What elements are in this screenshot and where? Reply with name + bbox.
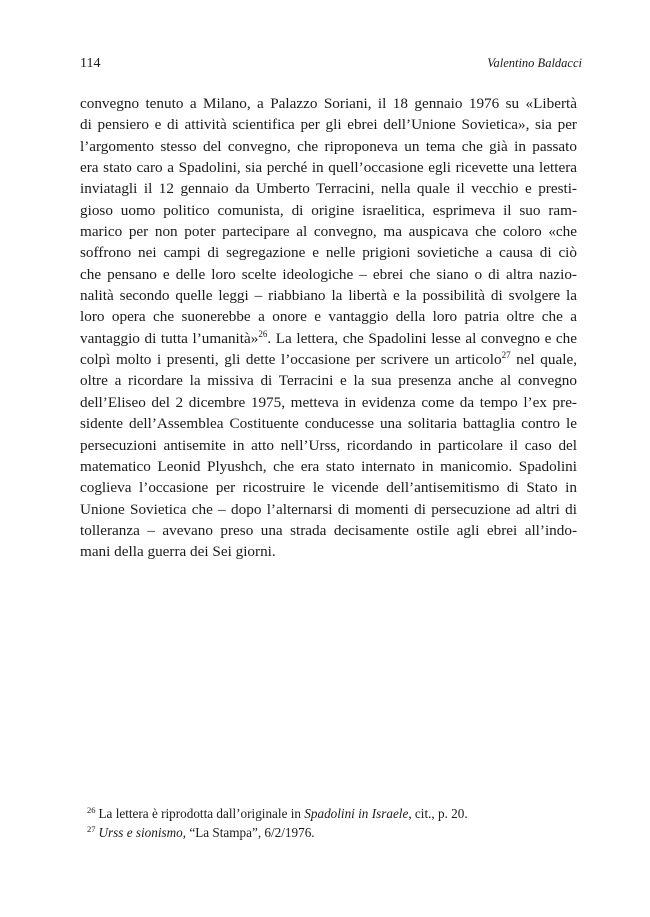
body-line: marico per non poter partecipare al convegno, ma auspicava che coloro «che [80, 223, 577, 241]
footnote-title: Urss e sionismo [98, 824, 183, 840]
body-line: inviatagli il 12 gennaio da Umberto Terracini, nella quale il vecchio e presti- [80, 180, 577, 198]
body-line: che pensano e delle loro scelte ideologiche – ebrei che siano o di altra nazio- [80, 265, 577, 283]
body-line: dell’Eliseo del 2 dicembre 1975, metteva in evidenza come da tempo l’ex pre- [80, 393, 577, 411]
footnote-ref-27[interactable]: 27 [501, 350, 511, 361]
body-text [80, 93, 577, 563]
footnote-text: , “La Stampa”, 6/2/1976. [182, 824, 315, 840]
body-line: gioso uomo politico comunista, di origine israelitica, esprimeva il suo ram- [80, 201, 577, 219]
body-line: era stato caro a Spadolini, sia perché in quell’occasione egli ricevette una lettera [80, 159, 577, 177]
footnote-number: 27 [87, 823, 96, 834]
body-line: convegno tenuto a Milano, a Palazzo Soriani, il 18 gennaio 1976 su «Libertà [80, 95, 577, 112]
body-line: oltre a ricordare la missiva di Terracini e la sua presenza anche al convegno [80, 372, 577, 390]
footnotes [80, 805, 580, 842]
body-line: l’argomento stesso del convegno, che riproponeva un tema che già in passato [80, 137, 577, 155]
page-number: 114 [80, 56, 101, 71]
body-line: di pensiero e di attività scientifica per gli ebrei dell’Unione Sovietica», sia per [80, 116, 577, 134]
footnote-26 [80, 805, 580, 824]
body-line: tolleranza – avevano preso una strada decisamente ostile agli ebrei all’indo- [80, 521, 577, 539]
footnote-title: Spadolini in Israele [304, 806, 409, 821]
body-text-segment: colpì molto i presenti, gli dette l’occasione per scrivere un articolo [80, 351, 502, 369]
footnote-27 [80, 824, 580, 843]
footnote-number: 26 [87, 805, 96, 815]
body-text-segment: vantaggio di tutta l’umanità» [80, 329, 259, 347]
body-line: matematico Leonid Plyushch, che era stato internato in manicomio. Spadolini [80, 457, 577, 475]
body-line: coglieva l’occasione per ricostruire le vicende dell’antisemitismo di Stato in [80, 479, 577, 497]
footnote-text: , cit., p. 20. [408, 806, 468, 821]
body-line: soffrono nei campi di segregazione e nelle prigioni sovietiche a causa di ciò [80, 244, 577, 262]
body-line: loro opera che suonerebbe a onore e vantaggio della loro patria oltre che a [80, 308, 577, 326]
footnote-ref-26[interactable]: 26 [258, 328, 268, 339]
body-text-segment: . La lettera, che Spadolini lesse al convegno e che [267, 329, 577, 347]
running-head: Valentino Baldacci [487, 56, 582, 70]
body-line: Unione Sovietica che – dopo l’alternarsi di momenti di persecuzione ad altri di [80, 500, 577, 518]
footnote-text: La lettera è riprodotta dall’originale in [98, 806, 305, 821]
body-text-segment: nel quale, [510, 351, 577, 369]
body-line [80, 349, 577, 370]
body-line: sidente dell’Assemblea Costituente conducesse una solitaria battaglia contro le [80, 415, 577, 433]
body-line [80, 328, 577, 349]
body-line: nalità secondo quelle leggi – riabbiano la libertà e la possibilità di svolgere la [80, 287, 577, 305]
body-line: mani della guerra dei Sei giorni. [80, 543, 276, 561]
body-line: persecuzioni antisemite in atto nell’Urss, ricordando in particolare il caso del [80, 436, 577, 454]
